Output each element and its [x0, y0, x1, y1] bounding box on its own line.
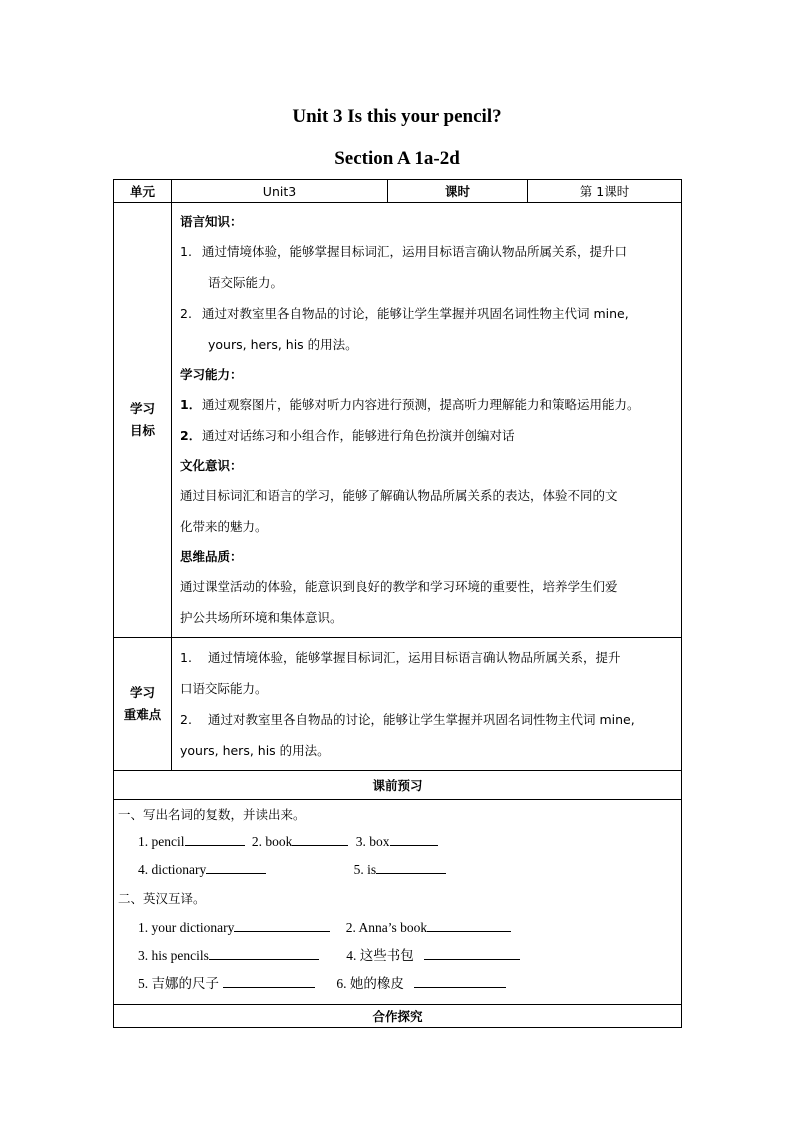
- preview-content: [114, 800, 682, 1005]
- key-points-content: [172, 638, 682, 771]
- key-point-item: 1. 通过情境体验，能够掌握目标词汇，运用目标语言确认物品所属关系，提升 口语交际能力。: [180, 650, 621, 696]
- goals-row: [114, 203, 682, 638]
- culture-text: 化带来的魅力。: [180, 519, 268, 534]
- lesson-plan-table: [113, 179, 682, 1028]
- exercise-row: 4. dictionary 5. is: [118, 856, 677, 884]
- part2-title: 二、英汉互译。: [118, 891, 206, 906]
- section-title: Section A 1a-2d: [334, 148, 460, 169]
- preview-heading: 课前预习: [114, 771, 682, 800]
- unit-value: Unit3: [172, 180, 388, 203]
- goals-label: 学习 目标: [114, 203, 172, 638]
- key-points-row: [114, 638, 682, 771]
- exercise-row: 1. pencil 2. book 3. box: [118, 828, 677, 856]
- page-title: Unit 3 Is this your pencil?: [292, 106, 502, 127]
- culture-heading: 文化意识：: [180, 458, 243, 473]
- lang-heading: 语言知识：: [180, 214, 243, 229]
- key-points-label: 学习 重难点: [114, 638, 172, 771]
- ability-heading: 学习能力：: [180, 367, 243, 382]
- exercise-row: 3. his pencils 4. 这些书包: [118, 942, 677, 970]
- key-point-item: 2. 通过对教室里各自物品的讨论，能够让学生掌握并巩固名词性物主代词 mine, yours, hers, his 的用法。: [180, 712, 635, 758]
- period-label: 课时: [388, 180, 528, 203]
- culture-text: 通过目标词汇和语言的学习，能够了解确认物品所属关系的表达，体验不同的文: [180, 488, 618, 503]
- ability-item: 2．通过对话练习和小组合作，能够进行角色扮演并创编对话: [180, 428, 515, 443]
- lang-item: 2. 通过对教室里各自物品的讨论，能够让学生掌握并巩固名词性物主代词 mine, yours, hers, his 的用法。: [180, 306, 629, 352]
- preview-heading-row: [114, 771, 682, 800]
- exercise-row: 1. your dictionary 2. Anna’s book: [118, 914, 677, 942]
- header-row: [114, 180, 682, 203]
- thinking-text: 通过课堂活动的体验，能意识到良好的教学和学习环境的重要性，培养学生们爱: [180, 579, 618, 594]
- goals-content: [172, 203, 682, 638]
- cooperate-heading-row: [114, 1005, 682, 1028]
- exercise-row: 5. 吉娜的尺子 6. 她的橡皮: [118, 970, 677, 998]
- lang-item: 1. 通过情境体验，能够掌握目标词汇，运用目标语言确认物品所属关系，提升口 语交际能力。: [180, 244, 628, 290]
- thinking-text: 护公共场所环境和集体意识。: [180, 610, 343, 625]
- thinking-heading: 思维品质：: [180, 549, 243, 564]
- ability-item: 1．通过观察图片，能够对听力内容进行预测，提高听力理解能力和策略运用能力。: [180, 397, 640, 412]
- unit-label: 单元: [114, 180, 172, 203]
- preview-row: [114, 800, 682, 1005]
- part1-title: 一、写出名词的复数，并读出来。: [118, 807, 306, 822]
- period-value: 第 1课时: [528, 180, 682, 203]
- cooperate-heading: 合作探究: [114, 1005, 682, 1028]
